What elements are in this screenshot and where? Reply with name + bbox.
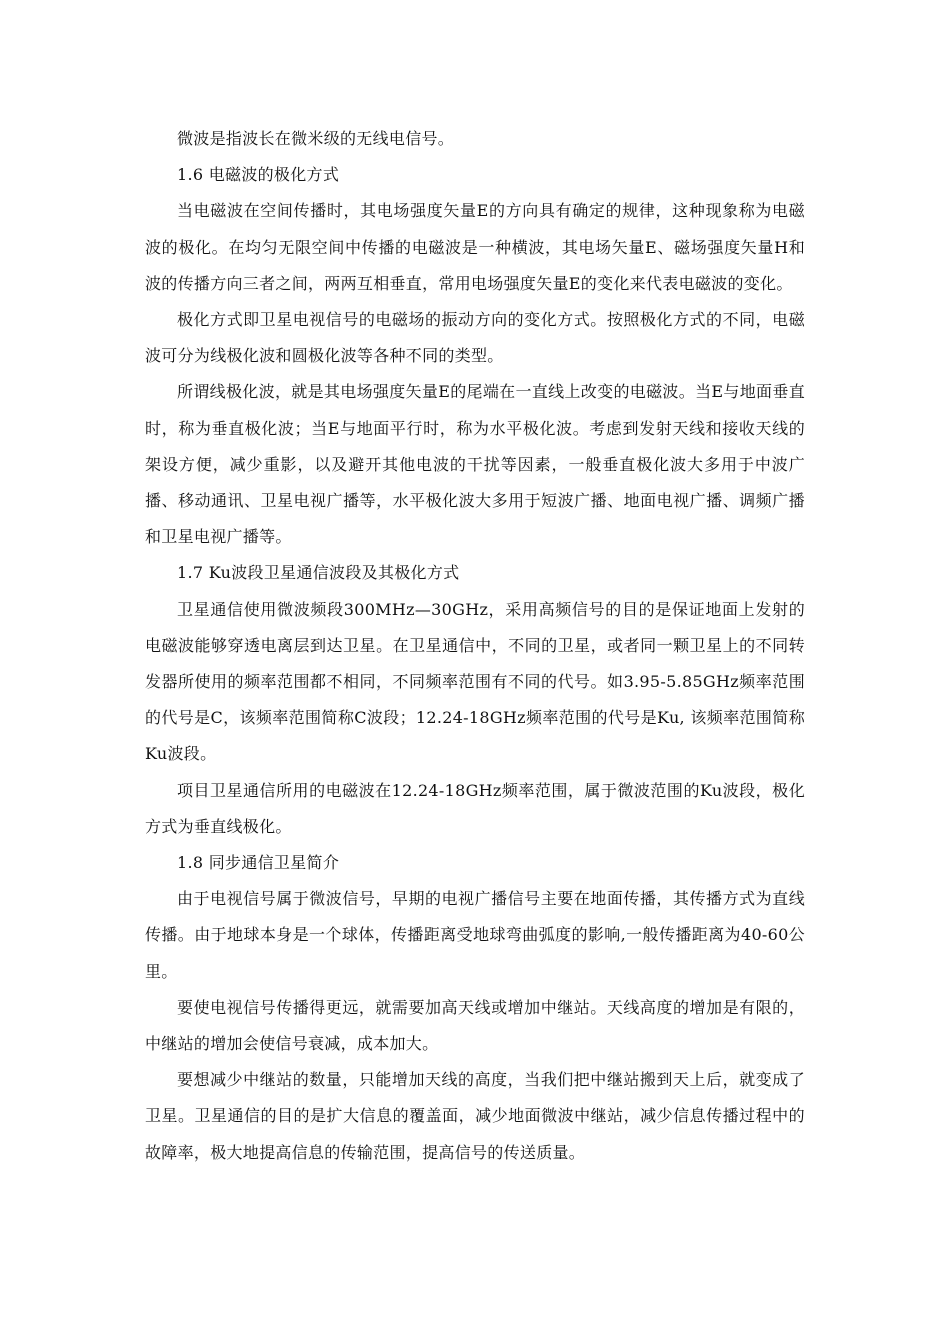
paragraph-polarization-intro: 当电磁波在空间传播时，其电场强度矢量E的方向具有确定的规律，这种现象称为电磁波的极化。在均匀无限空间中传播的电磁波是一种横波，其电场矢量E、磁场强度矢量H和波的传播方向三者之间，两两互相垂直，常用电场强度矢量E的变化来代表电磁波的变化。 (145, 201, 805, 293)
paragraph-microwave-definition: 微波是指波长在微米级的无线电信号。 (177, 129, 455, 148)
paragraph-project-band: 项目卫星通信所用的电磁波在12.24-18GHz频率范围，属于微波范围的Ku波段，极化方式为垂直线极化。 (145, 780, 805, 836)
paragraph-linear-polarization: 所谓线极化波，就是其电场强度矢量E的尾端在一直线上改变的电磁波。当E与地面垂直时，称为垂直极化波；当E与地面平行时，称为水平极化波。考虑到发射天线和接收天线的架设方便，减少重影，以及避开其他电波的干扰等因素，一般垂直极化波大多用于中波广播、移动通讯、卫星电视广播等，水平极化波大多用于短波广播、地面电视广播、调频广播和卫星电视广播等。 (145, 382, 805, 547)
paragraph-satellite-purpose: 要想减少中继站的数量，只能增加天线的高度，当我们把中继站搬到天上后，就变成了卫星。卫星通信的目的是扩大信息的覆盖面，减少地面微波中继站，减少信息传播过程中的故障率，极大地提高信息的传输范围，提高信号的传送质量。 (145, 1070, 805, 1162)
section-heading-1-6: 1.6 电磁波的极化方式 (177, 165, 340, 185)
paragraph-relay-stations: 要使电视信号传播得更远，就需要加高天线或增加中继站。天线高度的增加是有限的，中继站的增加会使信号衰减，成本加大。 (145, 997, 805, 1054)
paragraph-tv-signal-propagation: 由于电视信号属于微波信号，早期的电视广播信号主要在地面传播，其传播方式为直线传播。由于地球本身是一个球体，传播距离受地球弯曲弧度的影响,一般传播距离为40-60公里。 (145, 889, 805, 981)
section-heading-1-7: 1.7 Ku波段卫星通信波段及其极化方式 (177, 563, 460, 583)
section-heading-1-8: 1.8 同步通信卫星简介 (177, 853, 340, 873)
paragraph-satellite-bands: 卫星通信使用微波频段300MHz—30GHz，采用高频信号的目的是保证地面上发射的电磁波能够穿透电离层到达卫星。在卫星通信中，不同的卫星，或者同一颗卫星上的不同转发器所使用的频率范围都不相同，不同频率范围有不同的代号。如3.95-5.85GHz频率范围的代号是C，该频率范围简称C波段；12.24-18GHz频率范围的代号是Ku, 该频率范围简称Ku波段。 (145, 599, 805, 764)
paragraph-polarization-types: 极化方式即卫星电视信号的电磁场的振动方向的变化方式。按照极化方式的不同，电磁波可分为线极化波和圆极化波等各种不同的类型。 (145, 310, 805, 366)
document-body (145, 121, 805, 1171)
